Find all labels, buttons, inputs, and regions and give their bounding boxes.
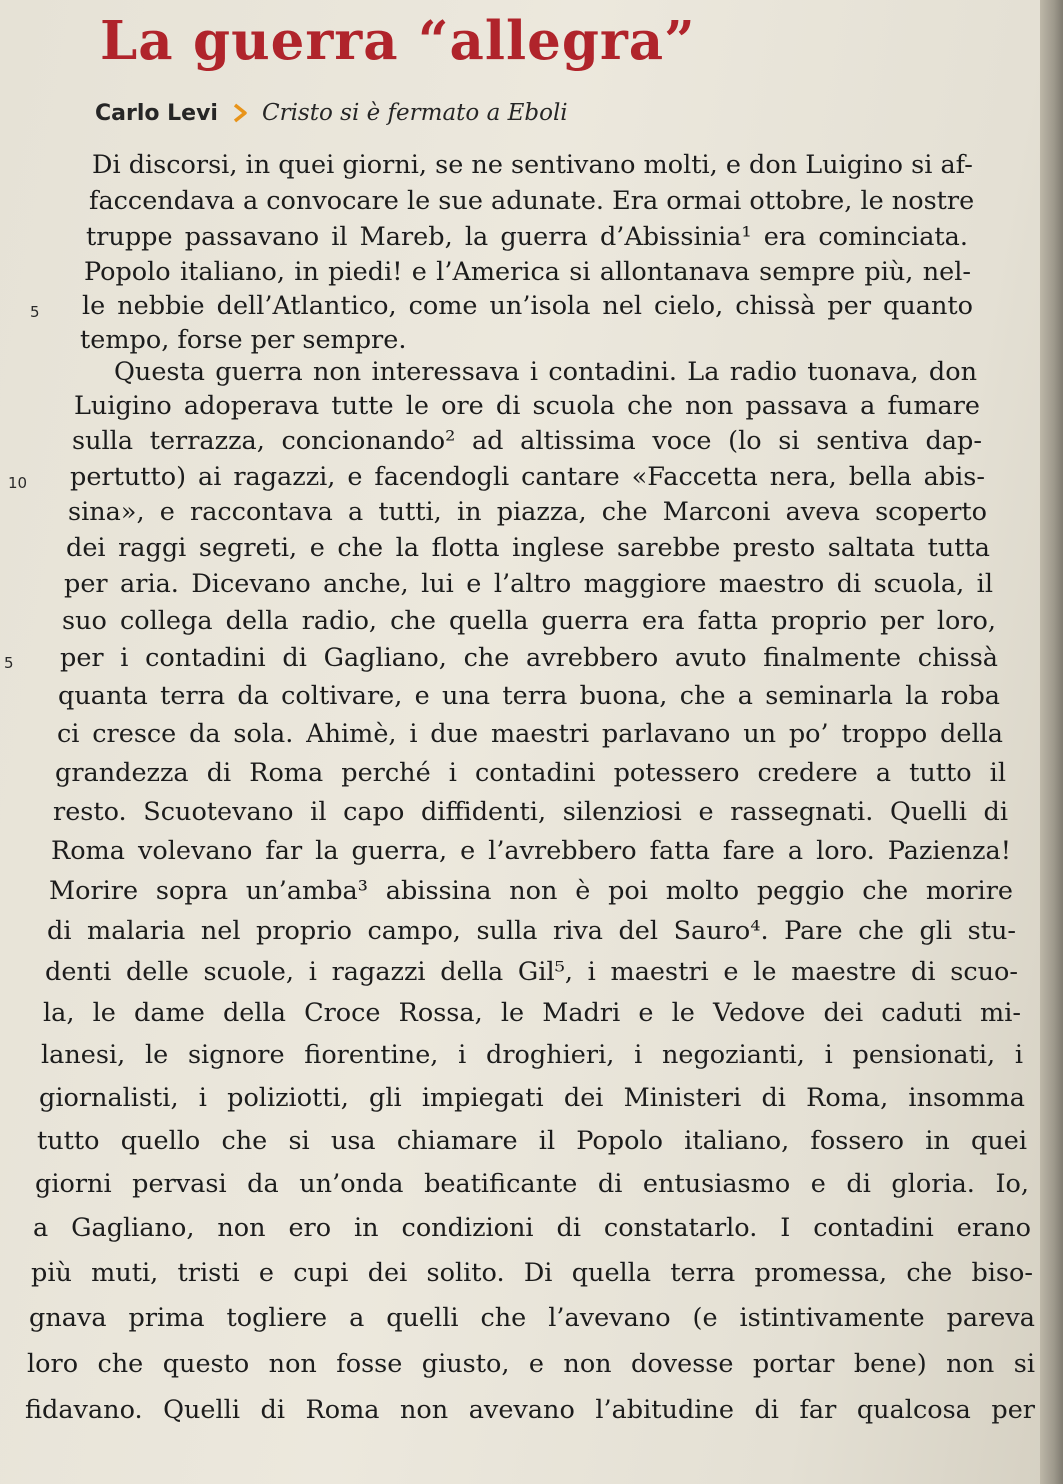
text-line: Morire sopra un’amba³ abissina non è poi molto peggio che morire [49,876,1013,906]
text-line: per aria. Dicevano anche, lui e l’altro maggiore maestro di scuola, il [64,569,993,599]
text-line: per i contadini di Gagliano, che avrebbero avuto finalmente chissà [60,643,998,673]
line-number: 5 [30,303,40,321]
text-line: faccendava a convocare le sue adunate. Era ormai ottobre, le nostre [89,186,975,216]
text-line: giorni pervasi da un’onda beatificante di entusiasmo e di gloria. Io, [35,1169,1029,1199]
text-line: truppe passavano il Mareb, la guerra d’Abissinia¹ era cominciata. [86,222,968,252]
text-line: dei raggi segreti, e che la flotta inglese sarebbe presto saltata tutta [66,533,990,563]
line-number: 5 [4,654,14,672]
text-line: a Gagliano, non ero in condizioni di constatarlo. I contadini erano [33,1213,1031,1243]
text-line: Roma volevano far la guerra, e l’avrebbero fatta fare a loro. Pazienza! [51,836,1011,866]
text-line: sina», e raccontava a tutti, in piazza, che Marconi aveva scoperto [68,497,987,527]
text-line: di malaria nel proprio campo, sulla riva del Sauro⁴. Pare che gli stu- [47,916,1016,946]
text-line: più muti, tristi e cupi dei solito. Di quella terra promessa, che biso- [31,1258,1033,1288]
line-number: 10 [8,474,28,492]
text-line: resto. Scuotevano il capo diffidenti, silenziosi e rassegnati. Quelli di [53,797,1008,827]
text-line: quanta terra da coltivare, e una terra buona, che a seminarla la roba [58,681,1000,711]
page-edge [1040,0,1063,1484]
text-line: suo collega della radio, che quella guerra era fatta proprio per loro, [62,606,996,636]
text-line: Popolo italiano, in piedi! e l’America si allontanava sempre più, nel- [84,257,971,287]
text-line: tempo, forse per sempre. [80,325,407,355]
text-line: le nebbie dell’Atlantico, come un’isola nel cielo, chissà per quanto [82,291,973,321]
text-line: tutto quello che si usa chiamare il Popolo italiano, fossero in quei [37,1126,1027,1156]
chapter-title: La guerra “allegra” [100,10,696,72]
text-line: denti delle scuole, i ragazzi della Gil⁵, i maestri e le maestre di scuo- [45,957,1018,987]
byline [95,100,568,126]
text-line: gnava prima togliere a quelli che l’avevano (e istintivamente pareva [29,1303,1035,1333]
text-line: grandezza di Roma perché i contadini potessero credere a tutto il [55,758,1006,788]
text-line: sulla terrazza, concionando² ad altissima voce (lo si sentiva dap- [72,426,982,456]
text-line: ci cresce da sola. Ahimè, i due maestri parlavano un po’ troppo della [57,719,1003,749]
text-line: Questa guerra non interessava i contadini. La radio tuonava, don [114,357,977,387]
author-name: Carlo Levi [95,100,218,126]
text-line: lanesi, le signore fiorentine, i droghieri, i negozianti, i pensionati, i [41,1040,1023,1070]
text-line: loro che questo non fosse giusto, e non dovesse portar bene) non si [27,1349,1035,1379]
text-line: pertutto) ai ragazzi, e facendogli cantare «Faccetta nera, bella abis- [70,462,985,492]
book-title: Cristo si è fermato a Eboli [261,100,568,126]
text-line: fidavano. Quelli di Roma non avevano l’abitudine di far qualcosa per [25,1395,1035,1425]
text-line: la, le dame della Croce Rossa, le Madri e le Vedove dei caduti mi- [43,998,1021,1028]
text-line: Di discorsi, in quei giorni, se ne sentivano molti, e don Luigino si af- [92,150,973,180]
chevron-right-icon [232,103,248,123]
text-line: Luigino adoperava tutte le ore di scuola che non passava a fumare [74,391,980,421]
text-line: giornalisti, i poliziotti, gli impiegati dei Ministeri di Roma, insomma [39,1083,1025,1113]
